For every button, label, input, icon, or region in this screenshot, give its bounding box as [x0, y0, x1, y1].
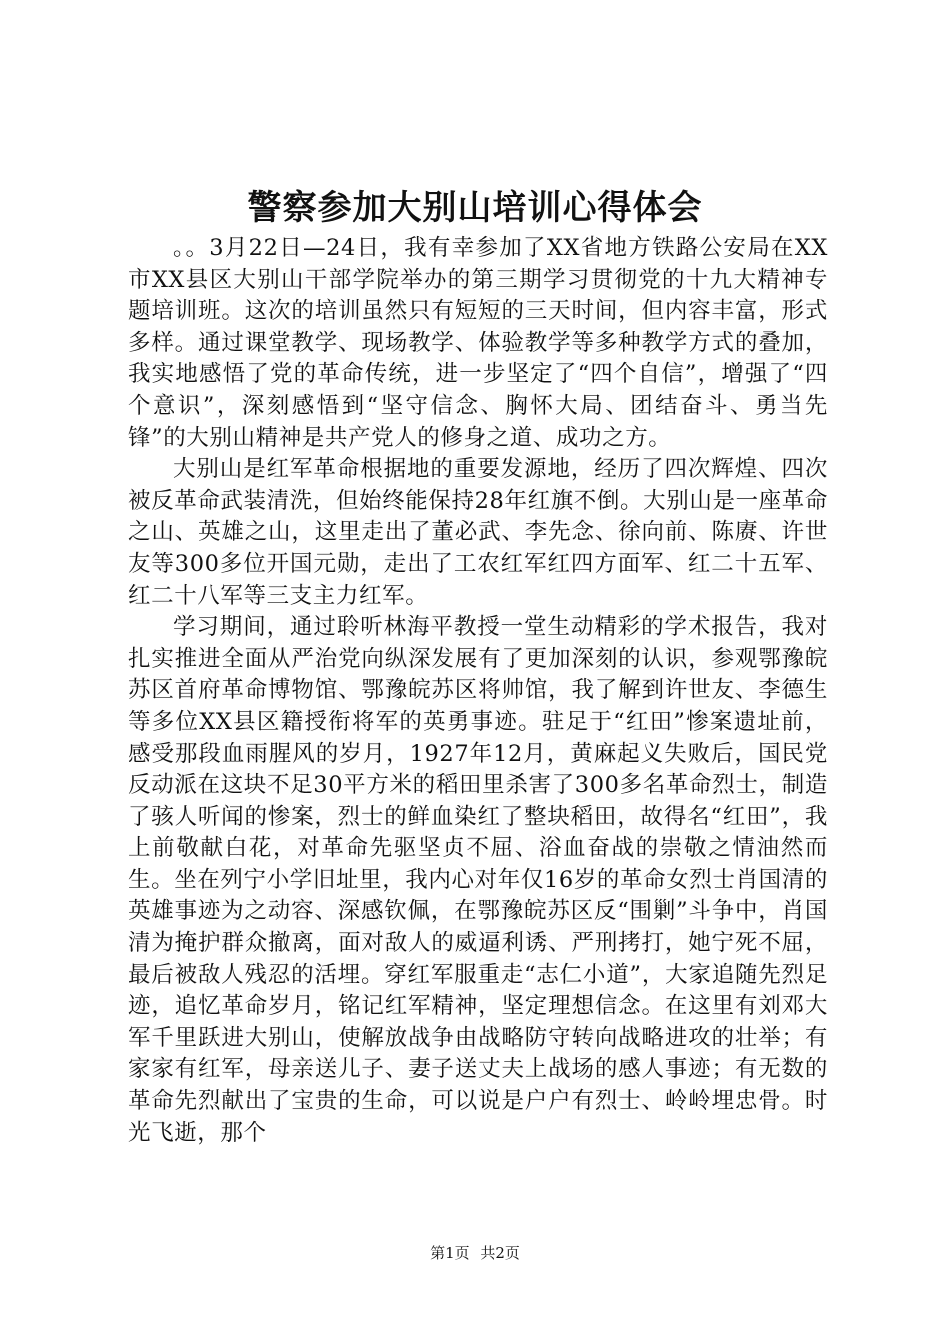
page-total: 共2页 [480, 1244, 520, 1262]
page-footer [0, 1243, 950, 1263]
document-body [128, 233, 828, 1149]
page-title: 警察参加大别山培训心得体会 [247, 188, 703, 228]
paragraph-2: 大别山是红军革命根据地的重要发源地，经历了四次辉煌、四次被反革命武装清洗，但始终能保持28年红旗不倒。大别山是一座革命之山、英雄之山，这里走出了董必武、李先念、徐向前、陈赓、许世友等300多位开国元勋，走出了工农红军红四方面军、红二十五军、红二十八军等三支主力红军。 [128, 456, 828, 609]
page-number: 第1页 [430, 1244, 470, 1262]
paragraph-3: 学习期间，通过聆听林海平教授一堂生动精彩的学术报告，我对扎实推进全面从严治党向纵深发展有了更加深刻的认识，参观鄂豫皖苏区首府革命博物馆、鄂豫皖苏区将帅馆，我了解到许世友、李德生等多位XX县区籍授衔将军的英勇事迹。驻足于“红田”惨案遗址前，感受那段血雨腥风的岁月，1927年12月，黄麻起义失败后，国民党反动派在这块不足30平方米的稻田里杀害了300多名革命烈士，制造了骇人听闻的惨案，烈士的鲜血染红了整块稻田，故得名“红田”，我上前敬献白花，对革命先驱坚贞不屈、浴血奋战的崇敬之情油然而生。坐在列宁小学旧址里，我内心对年仅16岁的革命女烈士肖国清的英雄事迹为之动容、深感钦佩，在鄂豫皖苏区反“围剿”斗争中，肖国清为掩护群众撤离，面对敌人的威逼利诱、严刑拷打，她宁死不屈，最后被敌人残忍的活埋。穿红军服重走“志仁小道”，大家追随先烈足迹，追忆革命岁月，铭记红军精神，坚定理想信念。在这里有刘邓大军千里跃进大别山，使解放战争由战略防守转向战略进攻的壮举；有家家有红军，母亲送儿子、妻子送丈夫上战场的感人事迹；有无数的革命先烈献出了宝贵的生命，可以说是户户有烈士、岭岭埋忠骨。时光飞逝，那个 [128, 614, 828, 1146]
paragraph-1: 。。3月22日—24日，我有幸参加了XX省地方铁路公安局在XX市XX县区大别山干部学院举办的第三期学习贯彻党的十九大精神专题培训班。这次的培训虽然只有短短的三天时间，但内容丰富，形式多样。通过课堂教学、现场教学、体验教学等多种教学方式的叠加，我实地感悟了党的革命传统，进一步坚定了“四个自信”，增强了“四个意识”，深刻感悟到“坚守信念、胸怀大局、团结奋斗、勇当先锋”的大别山精神是共产党人的修身之道、成功之方。 [128, 235, 828, 451]
